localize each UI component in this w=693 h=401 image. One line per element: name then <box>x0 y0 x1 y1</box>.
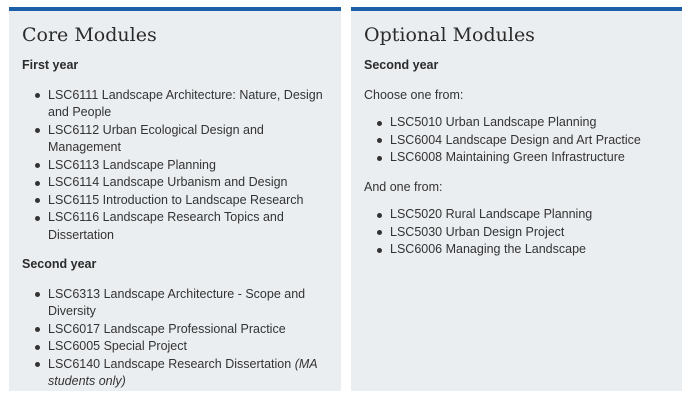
core-modules-title: Core Modules <box>22 24 157 46</box>
list-item-label: LSC6140 Landscape Research Dissertation <box>48 356 292 371</box>
optional-modules-title: Optional Modules <box>364 24 535 46</box>
list-item: LSC5030 Urban Design Project <box>390 224 672 242</box>
optional-choice-one-list <box>364 114 672 167</box>
core-first-year-heading: First year <box>22 58 79 72</box>
list-item: LSC5020 Rural Landscape Planning <box>390 206 672 224</box>
list-item: LSC5010 Urban Landscape Planning <box>390 114 672 132</box>
list-item: LSC6116 Landscape Research Topics and Dissertation <box>48 209 331 244</box>
list-item: LSC6112 Urban Ecological Design and Management <box>48 122 331 157</box>
core-modules-content <box>22 57 331 401</box>
list-item: LSC6017 Landscape Professional Practice <box>48 321 331 339</box>
ma-students-note: (MA students only) <box>48 356 318 388</box>
list-item: LSC6111 Landscape Architecture: Nature, Design and People <box>48 87 331 122</box>
list-item: LSC6004 Landscape Design and Art Practice <box>390 132 672 150</box>
and-one-intro: And one from: <box>364 179 443 194</box>
core-modules-panel <box>9 7 341 391</box>
core-second-year-list <box>22 286 331 391</box>
list-item: LSC6114 Landscape Urbanism and Design <box>48 174 331 192</box>
list-item: LSC6008 Maintaining Green Infrastructure <box>390 149 672 167</box>
optional-modules-content <box>364 57 672 271</box>
optional-second-year-heading: Second year <box>364 58 439 72</box>
optional-modules-panel <box>351 7 682 391</box>
list-item: LSC6115 Introduction to Landscape Research <box>48 192 331 210</box>
choose-one-intro: Choose one from: <box>364 87 464 102</box>
list-item: LSC6113 Landscape Planning <box>48 157 331 175</box>
list-item: LSC6313 Landscape Architecture - Scope and Diversity <box>48 286 331 321</box>
list-item: LSC6005 Special Project <box>48 338 331 356</box>
list-item-with-note <box>48 356 331 391</box>
core-second-year-heading: Second year <box>22 257 97 271</box>
core-first-year-list <box>22 87 331 245</box>
list-item: LSC6006 Managing the Landscape <box>390 241 672 259</box>
optional-choice-two-list <box>364 206 672 259</box>
